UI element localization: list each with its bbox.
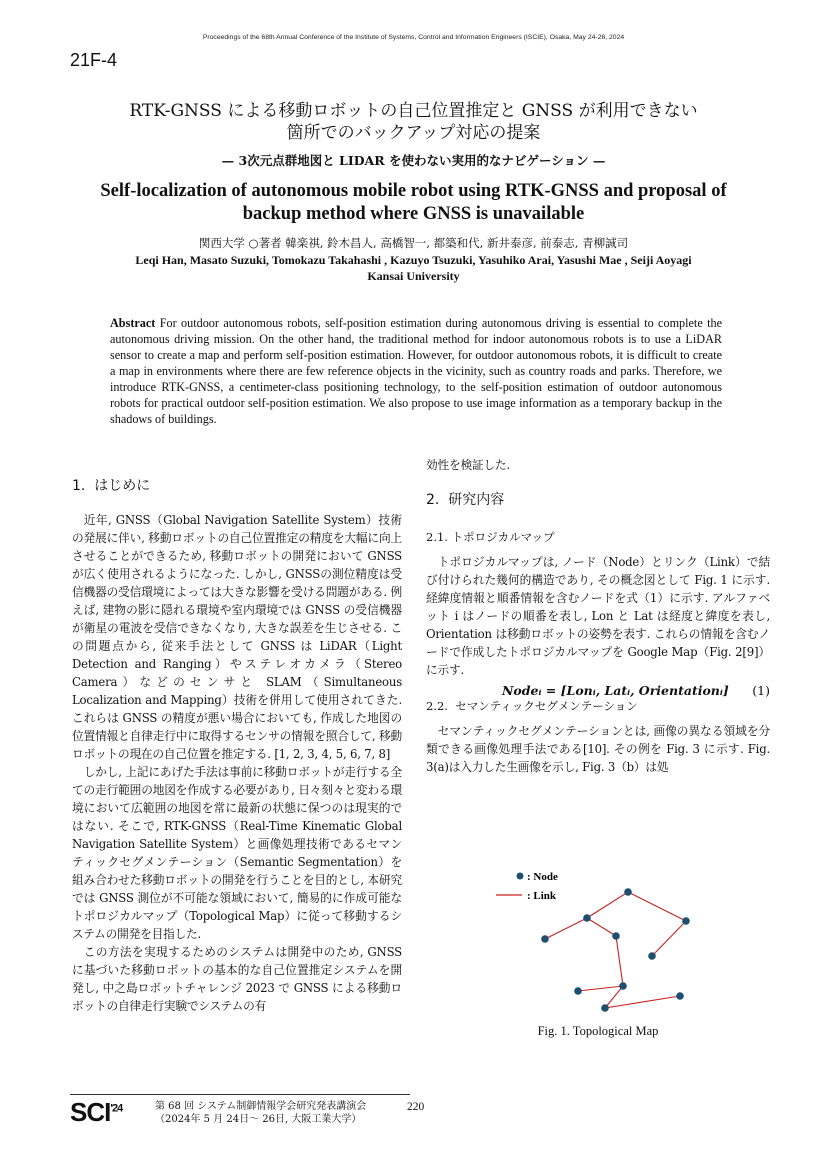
logo-year: '24 (110, 1102, 123, 1115)
title-english (70, 180, 757, 226)
section1-paragraph3: この方法を実現するためのシステムは開発中のため, GNSS に基づいた移動ロボットの基本的な自己位置推定システムを開発し, 中之島ロボットチャレンジ 2023 で GNSS による移動ロボットの自律走行実験でシステムの有 (72, 945, 402, 1013)
subsection22-text: セマンティックセグメンテーションとは, 画像の異なる領域を分類できる画像処理手法である[10]. その例を Fig. 3 に示す. Fig. 3(a)は入力した生画像を示し, Fig. 3（b）は処 (426, 724, 770, 774)
section1-heading: 1. はじめに (72, 478, 151, 494)
figure1-caption: Fig. 1. Topological Map (537, 1024, 659, 1038)
section1-paragraph2: しかし, 上記にあげた手法は事前に移動ロボットが走行する全ての走行範囲の地図を作成する必要があり, 日々刻々と変わる環境において広範囲の地図を常に最新の状態に保つのは現実的ではない. そこで, RTK-GNSS（Real-Time Kinematic Global Navigation Satellite System）と画像処理技術であるセマンティックセグメンテーション（Semantic Segmentation）を組み合わせた移動ロボットの開発を行うことを目的とし, 本研究では GNSS 測位が不可能な領域において, 簡易的に作成可能なトポロジカルマップ（Topological Map）に従って移動するシステムの開発を目指した. (72, 765, 402, 941)
node (541, 935, 549, 943)
title-japanese (80, 100, 747, 144)
link (578, 986, 623, 991)
continuation-text: 効性を検証した. (426, 458, 510, 472)
abstract-text: For outdoor autonomous robots, self-position estimation during autonomous driving is essential to complete the autonomous driving mission. On the other hand, the traditional method for indoor autonomous robots is to use a LiDAR sensor to create a map and perform self-position estimation. However, for outdoor autonomous robots, it is difficult to create a map in environments where there are few reference objects in the vicinity, such as country roads and parks. Therefore, we introduce RTK-GNSS, a centimeter-class positioning technology, to the self-position estimation of outdoor autonomous robots for practical outdoor self-position estimation. We also propose to use image information as a temporary backup in the shadows of buildings. (110, 316, 722, 426)
node (624, 888, 632, 896)
section2-heading: 2. 研究内容 (426, 492, 505, 508)
footer-rule (70, 1094, 410, 1095)
node (676, 992, 684, 1000)
subsection21-heading: 2.1. トポロジカルマップ (426, 530, 555, 544)
node (583, 914, 591, 922)
logo-text: SCI (70, 1097, 111, 1127)
conference-header: Proceedings of the 68th Annual Conference of the Institute of Systems, Control and Information Engineers (ISCIE), Osaka, May 24-26, 2024 (202, 34, 625, 41)
legend-node-marker (517, 873, 524, 880)
link (652, 921, 686, 956)
link (605, 996, 680, 1008)
legend-node-label: : Node (527, 871, 558, 883)
figure1-legend (496, 871, 558, 902)
node (612, 932, 620, 940)
figure1-topological-map (480, 860, 720, 1020)
title-en-line1: Self-localization of autonomous mobile robot using RTK-GNSS and proposal of (100, 181, 727, 201)
equation-number: (1) (752, 683, 770, 698)
link (587, 892, 628, 918)
title-jp-line2: 箇所でのバックアップ対応の提案 (286, 123, 541, 143)
link (587, 918, 616, 936)
footer-line2: （2024年 5 月 24日～ 26日, 大阪工業大学） (155, 1114, 362, 1125)
equation: Nodeᵢ = [Lonᵢ, Latᵢ, Orientationᵢ] (502, 683, 729, 698)
subsection22-heading: 2.2. セマンティックセグメンテーション (426, 699, 638, 713)
figure1-links (545, 892, 686, 1008)
footer-line1: 第 68 回 システム制御情報学会研究発表講演会 (155, 1101, 367, 1112)
authors-japanese: 関西大学 ○著者 韓楽祺, 鈴木昌人, 高橋智一, 都築和代, 新井泰彦, 前泰志, 青柳誠司 (198, 236, 629, 250)
legend-link-label: : Link (527, 890, 557, 902)
authors-english: Leqi Han, Masato Suzuki, Tomokazu Takahashi , Kazuyo Tsuzuki, Yasuhiko Arai, Yasushi Mae , Seiji Aoyagi (135, 253, 692, 267)
paper-id: 21F-4 (70, 50, 118, 70)
right-column (426, 456, 770, 776)
node (601, 1004, 609, 1012)
link (616, 936, 623, 986)
link (628, 892, 686, 921)
node (682, 917, 690, 925)
node (574, 987, 582, 995)
link (605, 986, 623, 1008)
link (545, 918, 587, 939)
abstract (110, 315, 722, 427)
section1-paragraph1: 近年, GNSS（Global Navigation Satellite System）技術の発展に伴い, 移動ロボットの自己位置推定の精度を大幅に向上させることができるため, 移動ロボットの開発において GNSS が広く使用されるようになった. しかし, GNSSの測位精度は受信機器の受信環境によっては大きな影響を受ける問題がある. 例えば, 建物の影に隠れる環境や室内環境では GNSS の受信機器が衛星の電波を受信できなくなり, 大きな誤差を生じさせる. この問題点から, 従来手法として GNSS は LiDAR（Light Detection and Ranging）やステレオカメラ（Stereo Camera）などのセンサと SLAM（Simultaneous Localization and Mapping）技術を併用して使用されてきた. これらは GNSS の精度が悪い場合においても, 作成した地図の位置情報と自律走行中に取得するセンサの情報を照合して, 移動ロボットの現在の自己位置を推定する. [1, 2, 3, 4, 5, 6, 7, 8] (72, 513, 402, 761)
subtitle-japanese: — 3次元点群地図と LIDAR を使わない実用的なナビゲーション — (221, 153, 606, 168)
authors-english-block (70, 252, 757, 284)
title-en-line2: backup method where GNSS is unavailable (242, 204, 585, 224)
sci-logo (70, 1097, 122, 1128)
footer-conference-info (155, 1100, 366, 1126)
subsection21-text: トポロジカルマップは, ノード（Node）とリンク（Link）で結び付けられた幾何的構造であり, その概念図として Fig. 1 に示す. 経緯度情報と順番情報を含むノードを式（1）に示す. アルファベット i はノードの順番を表し, Lon と Lat は経度と緯度を表し, Orientation は移動ロボットの姿勢を表す. これらの情報を含むノードで作成したトポロジカルマップを Google Map（Fig. 2[9]）に示す. (426, 555, 770, 677)
node (619, 982, 627, 990)
node (648, 952, 656, 960)
page-number: 220 (407, 1101, 425, 1113)
figure1-nodes (541, 888, 690, 1012)
title-jp-line1: RTK-GNSS による移動ロボットの自己位置推定と GNSS が利用できない (129, 101, 698, 121)
abstract-label: Abstract (110, 316, 156, 330)
left-column (72, 475, 402, 1015)
affiliation: Kansai University (367, 269, 460, 283)
equation-row (426, 683, 770, 698)
